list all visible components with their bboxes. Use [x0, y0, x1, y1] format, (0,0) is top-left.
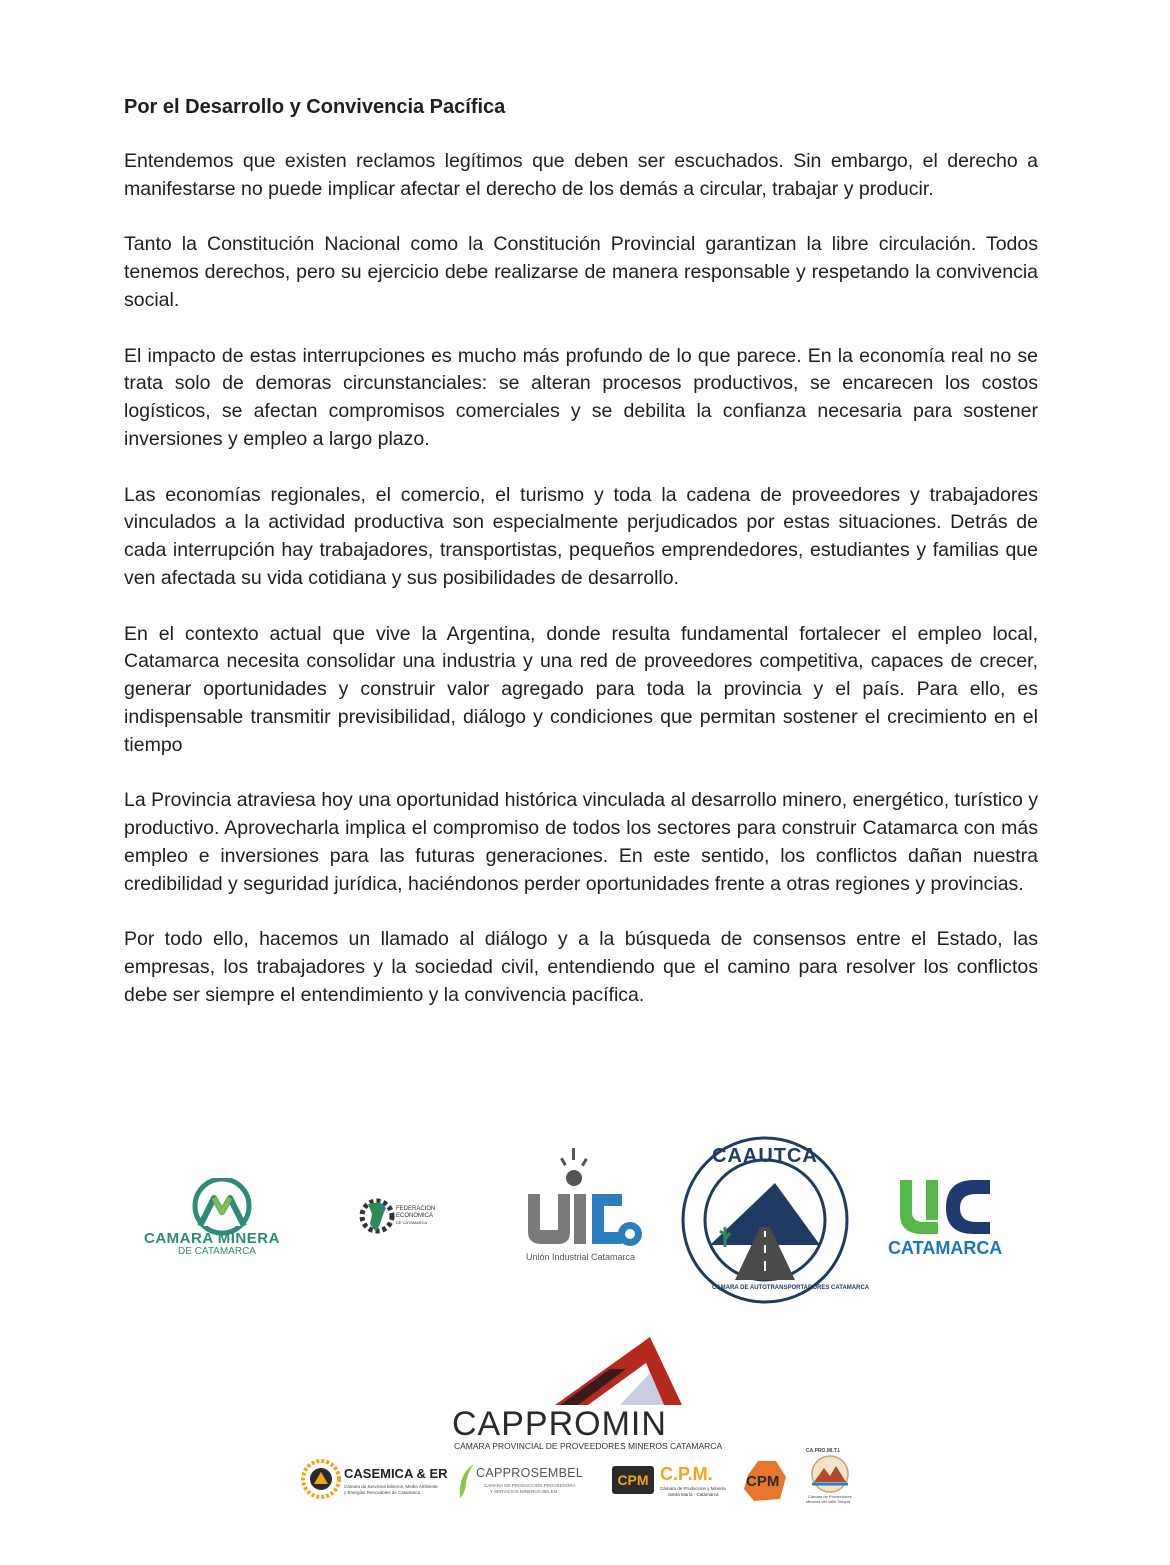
- capprosembel-name: CAPPROSEMBEL: [476, 1466, 584, 1480]
- document-title: Por el Desarrollo y Convivencia Pacífica: [124, 96, 506, 118]
- capprosembel-sub2: Y SERVICIOS MINEROS BELEN: [490, 1489, 557, 1494]
- gear-map-icon: [358, 1194, 396, 1238]
- logo-federacion-economica: [358, 1194, 438, 1240]
- logo-capprosembel: [456, 1462, 608, 1502]
- logo-cappromin: [450, 1335, 723, 1455]
- paragraph-4: Las economías regionales, el comercio, el turismo y toda la cadena de proveedores y trabajadores vinculados a la actividad productiva son especialmente perjudicados por estas situaciones. Detrás de cada interrupción hay trabajadores, transportistas, pequeños emprendedores, estudiantes y familias que ven afectada su vida cotidiana y sus posibilidades de desarrollo.: [124, 483, 1038, 589]
- federacion-line3: DE CATAMARCA: [396, 1220, 428, 1225]
- logo-cpm-round: [740, 1455, 790, 1505]
- uc-caption: CATAMARCA: [888, 1238, 1003, 1258]
- uc-mark-icon: [886, 1176, 1016, 1240]
- capromiti-landscape-icon: [798, 1454, 862, 1494]
- statement: [124, 94, 1038, 1038]
- caautca-ring-text: CAMARA DE AUTOTRANSPORTADORES CATAMARCA: [712, 1285, 870, 1291]
- cappromin-name: CAPPROMIN: [452, 1405, 667, 1443]
- paragraph-7: Por todo ello, hacemos un llamado al diálogo y a la búsqueda de consensos entre el Estado, las empresas, los trabajadores y la sociedad civil, entendiendo que el camino para resolver los conflictos debe ser siempre el entendimiento y la convivencia pacífica.: [124, 928, 1038, 1006]
- logo-uica: [522, 1146, 648, 1266]
- cpm-name: C.P.M.: [660, 1464, 713, 1484]
- camara-minera-line2: DE CATAMARCA: [178, 1246, 256, 1257]
- logo-capromiti: [798, 1448, 862, 1508]
- paragraph-5: En el contexto actual que vive la Argentina, donde resulta fundamental fortalecer el empleo local, Catamarca necesita consolidar una industria y una red de proveedores competitiva, capaces de crecer, generar oportunidades y construir valor agregado para toda la provincia y el país. Para ello, es indispensable transmitir previsibilidad, diálogo y condiciones que permitan sostener el crecimiento en el tiempo: [124, 622, 1038, 756]
- paragraph-6: La Provincia atraviesa hoy una oportunidad histórica vinculada al desarrollo minero, energético, turístico y productivo. Aprovecharla implica el compromiso de todos los sectores para construir Catamarca con más empleo e inversiones para las futuras generaciones. En este sentido, los conflictos dañan nuestra credibilidad y seguridad jurídica, haciéndonos perder oportunidades frente a otras regiones y provincias.: [124, 789, 1038, 895]
- cpm-sub2: Santa María - Catamarca: [668, 1492, 719, 1497]
- caautca-top: CAAUTCA: [712, 1145, 818, 1167]
- cpm-round-mark: CPM: [746, 1473, 780, 1490]
- federacion-line2: ECONOMICA: [396, 1213, 434, 1219]
- cappromin-subtitle: CÁMARA PROVINCIAL DE PROVEEDORES MINEROS CATAMARCA: [454, 1441, 723, 1451]
- cpm-box-mark: CPM: [612, 1466, 654, 1494]
- casemica-sub2: y Energías Renovables de Catamarca: [344, 1490, 421, 1495]
- capprosembel-sub1: CAMARA DE PRODUCCION PROVEEDORA: [484, 1483, 576, 1488]
- cappromin-peaks-icon: [450, 1335, 710, 1407]
- capromiti-sub1: Cámara de Proveedores: [808, 1494, 852, 1499]
- logo-casemica: [300, 1458, 455, 1504]
- federacion-line1: FEDERACION: [396, 1206, 436, 1212]
- cpm-sub1: Cámara de Producción y Minería: [660, 1486, 726, 1491]
- casemica-sub1: Cámara de Servicios Mineros, Medio Ambiente: [344, 1484, 438, 1489]
- casemica-name: CASEMICA & ER: [344, 1466, 448, 1481]
- logo-camara-minera: [140, 1178, 300, 1262]
- capromiti-sub2: Mineros del Valle Vinquis: [806, 1499, 851, 1504]
- paragraph-1: Entendemos que existen reclamos legítimos que deben ser escuchados. Sin embargo, el derecho a manifestarse no puede implicar afectar el derecho de los demás a circular, trabajar y producir.: [124, 150, 1038, 200]
- capromiti-top: CA.PRO.MI.T.I.: [806, 1448, 841, 1454]
- paragraph-3: El impacto de estas interrupciones es mucho más profundo de lo que parece. En la economía real no se trata solo de demoras circunstanciales: se alteran procesos productivos, se encarecen los costos logísticos, se afectan compromisos comerciales y se debilita la confianza necesaria para sostener inversiones y empleo a largo plazo.: [124, 344, 1038, 450]
- camara-minera-line1: CAMARA MINERA: [144, 1230, 280, 1247]
- uica-caption: Unión Industrial Catamarca: [526, 1252, 636, 1262]
- capprosembel-leaf-icon: [456, 1462, 476, 1500]
- uica-mark-icon: [522, 1146, 648, 1250]
- logo-caautca: [680, 1135, 870, 1305]
- logo-cpm-santa-maria: [612, 1462, 737, 1502]
- paragraph-2: Tanto la Constitución Nacional como la Constitución Provincial garantizan la libre circulación. Todos tenemos derechos, pero su ejercicio debe realizarse de manera responsable y respetando la convivencia social.: [124, 233, 1038, 311]
- logo-uc-catamarca: [886, 1176, 1016, 1260]
- casemica-sun-icon: [300, 1458, 342, 1500]
- camara-minera-mountain-icon: [140, 1178, 300, 1238]
